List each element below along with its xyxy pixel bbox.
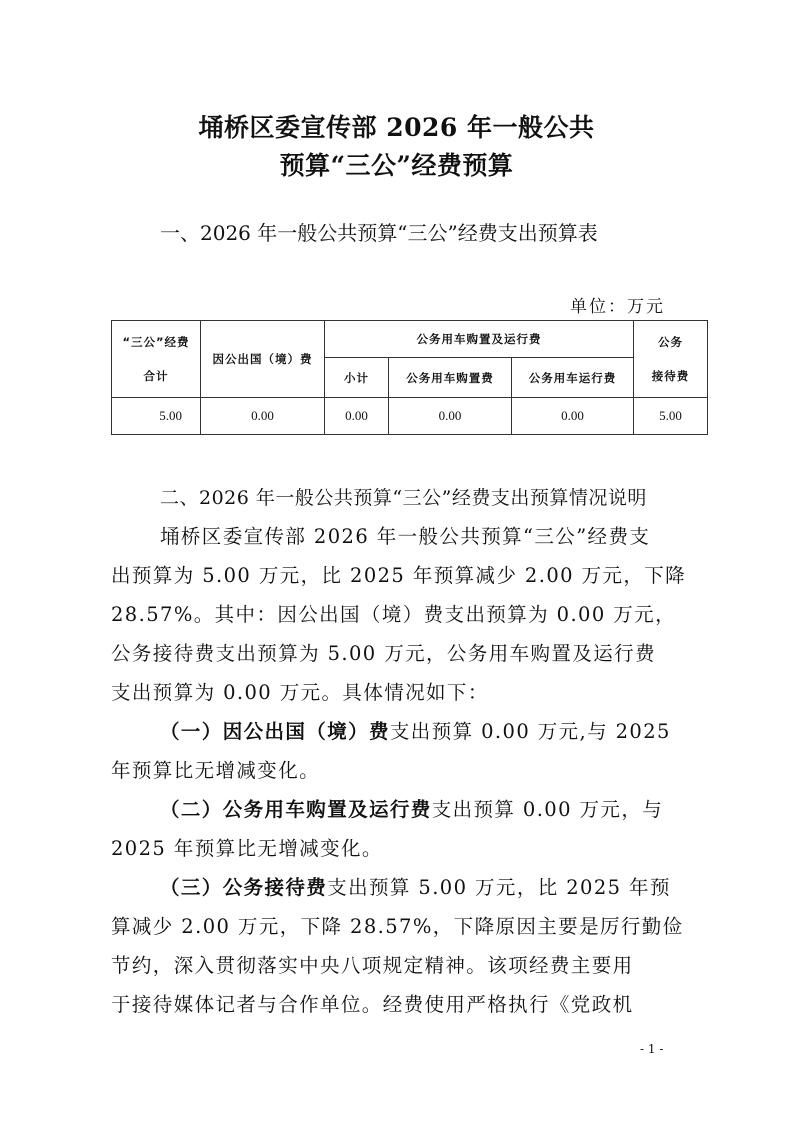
header-total (112, 321, 201, 398)
item2-cont: 2025 年预算比无增减变化。 (111, 837, 383, 860)
body-line: 公务接待费支出预算为 5.00 万元，公务用车购置及运行费 (111, 642, 656, 665)
item2-title: （二）公务用车购置及运行费 (160, 798, 432, 821)
section1-heading: 一、2026 年一般公共预算“三公”经费支出预算表 (160, 221, 598, 245)
header-vehicle-operation: 公务用车运行费 (512, 358, 634, 398)
body-line: 28.57%。其中：因公出国（境）费支出预算为 0.00 万元， (111, 603, 676, 626)
unit-label: 单位：万元 (570, 297, 665, 317)
body-line: 出预算为 5.00 万元，比 2025 年预算减少 2.00 万元，下降 (111, 564, 687, 587)
item1-title: （一）因公出国（境）费 (160, 720, 390, 743)
header-reception-top: 公务 (658, 335, 683, 349)
cell-vehicle-operation: 0.00 (512, 398, 634, 435)
header-vehicle-subtotal: 小计 (325, 358, 389, 398)
body-line: 埇桥区委宣传部 2026 年一般公共预算“三公”经费支 (160, 525, 651, 548)
cell-vehicle-purchase: 0.00 (389, 398, 512, 435)
document-title-line2: 预算“三公”经费预算 (279, 151, 514, 180)
section2-heading: 二、2026 年一般公共预算“三公”经费支出预算情况说明 (160, 487, 647, 509)
item1-cont: 年预算比无增减变化。 (111, 759, 321, 782)
item3-title: （三）公务接待费 (160, 876, 328, 899)
item3-cont: 节约，深入贯彻落实中央八项规定精神。该项经费主要用 (111, 954, 634, 977)
cell-reception: 5.00 (634, 398, 708, 435)
table-row (112, 398, 708, 435)
header-abroad: 因公出国（境）费 (201, 321, 325, 398)
cell-abroad: 0.00 (201, 398, 325, 435)
document-title-line1: 埇桥区委宣传部 2026 年一般公共 (198, 113, 595, 142)
item1-text: 支出预算 0.00 万元,与 2025 (389, 720, 671, 743)
item3-cont: 于接待媒体记者与合作单位。经费使用严格执行《党政机 (111, 993, 634, 1016)
header-reception (634, 321, 708, 398)
item2-line (160, 794, 663, 822)
header-total-bottom: 合计 (143, 369, 169, 383)
item2-text: 支出预算 0.00 万元，与 (431, 798, 664, 821)
header-vehicle-group: 公务用车购置及运行费 (325, 321, 634, 358)
body-line: 支出预算为 0.00 万元。具体情况如下： (111, 681, 489, 704)
header-vehicle-purchase: 公务用车购置费 (389, 358, 512, 398)
item3-text: 支出预算 5.00 万元，比 2025 年预 (327, 876, 671, 899)
item3-cont: 算减少 2.00 万元，下降 28.57%，下降原因主要是厉行勤俭 (111, 915, 684, 938)
header-total-top: “三公”经费 (122, 335, 190, 349)
header-reception-bottom: 接待费 (651, 369, 690, 383)
item3-line (160, 872, 671, 900)
page-number: - 1 - (640, 1042, 664, 1056)
item1-line (160, 716, 671, 744)
three-public-budget-table (111, 320, 708, 435)
cell-total: 5.00 (112, 398, 201, 435)
cell-vehicle-subtotal: 0.00 (325, 398, 389, 435)
